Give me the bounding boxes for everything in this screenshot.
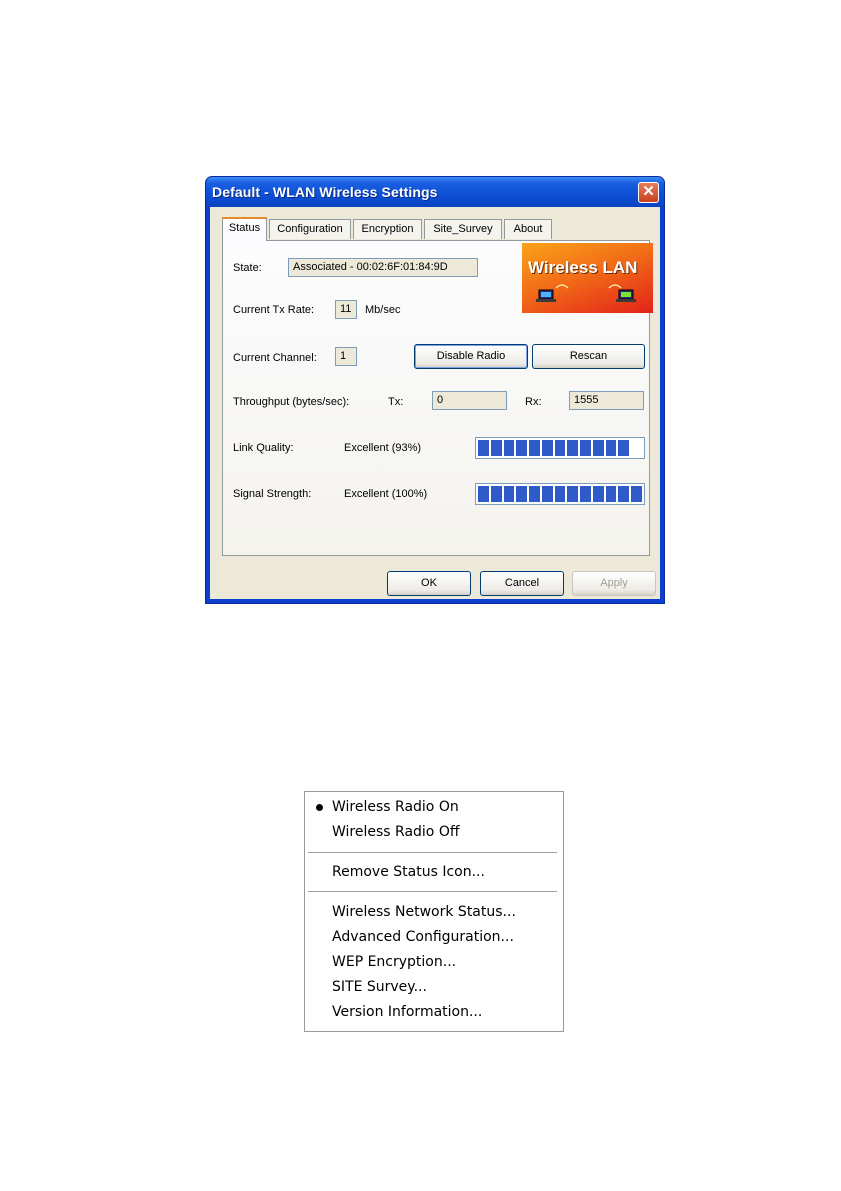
progress-segment	[529, 440, 540, 456]
disable-radio-button[interactable]: Disable Radio	[414, 344, 528, 369]
tab-encryption[interactable]: Encryption	[353, 219, 422, 239]
tab-about[interactable]: About	[504, 219, 552, 239]
title-bar[interactable]	[206, 177, 664, 207]
laptop-left-icon	[536, 290, 556, 302]
progress-segment	[504, 486, 515, 502]
progress-segment	[567, 440, 578, 456]
status-panel	[222, 240, 650, 556]
tray-context-menu	[304, 791, 564, 1032]
menu-item-label: Wireless Radio On	[332, 799, 459, 815]
signal-strength-label: Signal Strength:	[233, 488, 312, 500]
state-field: Associated - 00:02:6F:01:84:9D	[288, 258, 478, 277]
progress-segment	[618, 486, 629, 502]
menu-item-label: SITE Survey...	[332, 979, 427, 995]
channel-field: 1	[335, 347, 357, 366]
menu-item-version-info[interactable]	[305, 1000, 563, 1024]
tx-label: Tx:	[388, 396, 404, 408]
menu-item-label: Advanced Configuration...	[332, 929, 514, 945]
progress-segment	[529, 486, 540, 502]
tx-rate-label: Current Tx Rate:	[233, 304, 315, 316]
menu-item-label: Version Information...	[332, 1004, 483, 1020]
progress-segment	[606, 486, 617, 502]
state-label: State:	[233, 262, 262, 274]
menu-item-label: Wireless Radio Off	[332, 824, 460, 840]
logo-text: Wireless LAN	[528, 258, 638, 277]
menu-item-network-status[interactable]	[305, 900, 563, 924]
menu-item-wep-encryption[interactable]	[305, 950, 563, 974]
progress-segment	[478, 486, 489, 502]
progress-segment	[542, 486, 553, 502]
tx-bytes-field: 0	[432, 391, 507, 410]
laptop-icons	[522, 243, 653, 313]
link-quality-bar	[475, 437, 645, 459]
progress-segment	[631, 486, 642, 502]
link-quality-label: Link Quality:	[233, 442, 294, 454]
menu-item-label: Remove Status Icon...	[332, 864, 485, 880]
menu-item-label: Wireless Network Status...	[332, 904, 516, 920]
wireless-lan-logo	[522, 243, 653, 313]
progress-segment	[555, 486, 566, 502]
window-title: Default - WLAN Wireless Settings	[212, 184, 438, 200]
progress-segment	[491, 440, 502, 456]
progress-segment	[478, 440, 489, 456]
tx-rate-field: 11	[335, 300, 357, 319]
progress-segment	[516, 486, 527, 502]
wlan-settings-dialog	[205, 176, 665, 604]
tab-configuration[interactable]: Configuration	[269, 219, 351, 239]
progress-segment	[542, 440, 553, 456]
close-icon: ✕	[642, 183, 655, 200]
menu-item-site-survey[interactable]	[305, 975, 563, 999]
progress-segment	[631, 440, 642, 456]
signal-strength-value: Excellent (100%)	[344, 488, 428, 500]
menu-separator	[308, 891, 557, 892]
progress-segment	[618, 440, 629, 456]
tab-status[interactable]: Status	[222, 217, 267, 241]
menu-item-remove-status-icon[interactable]	[305, 860, 563, 884]
progress-segment	[593, 440, 604, 456]
progress-segment	[555, 440, 566, 456]
ok-button[interactable]: OK	[387, 571, 471, 596]
menu-item-advanced-config[interactable]	[305, 925, 563, 949]
menu-item-label: WEP Encryption...	[332, 954, 457, 970]
link-quality-value: Excellent (93%)	[344, 442, 422, 454]
close-button[interactable]	[638, 182, 659, 203]
cancel-button[interactable]: Cancel	[480, 571, 564, 596]
rescan-button[interactable]: Rescan	[532, 344, 645, 369]
menu-separator	[308, 852, 557, 853]
menu-item-radio-on[interactable]	[305, 795, 563, 819]
progress-segment	[491, 486, 502, 502]
progress-segment	[580, 440, 591, 456]
progress-segment	[504, 440, 515, 456]
menu-item-radio-off[interactable]	[305, 820, 563, 844]
rx-label: Rx:	[525, 396, 542, 408]
dialog-client-area	[210, 207, 660, 599]
rx-bytes-field: 1555	[569, 391, 644, 410]
tx-rate-unit: Mb/sec	[365, 304, 401, 316]
radio-bullet-icon	[316, 804, 323, 811]
progress-segment	[567, 486, 578, 502]
laptop-right-icon	[616, 290, 636, 302]
tab-site-survey[interactable]: Site_Survey	[424, 219, 502, 239]
apply-button[interactable]: Apply	[572, 571, 656, 596]
progress-segment	[516, 440, 527, 456]
channel-label: Current Channel:	[233, 352, 317, 364]
progress-segment	[580, 486, 591, 502]
progress-segment	[593, 486, 604, 502]
progress-segment	[606, 440, 617, 456]
signal-strength-bar	[475, 483, 645, 505]
throughput-label: Throughput (bytes/sec):	[233, 396, 350, 408]
